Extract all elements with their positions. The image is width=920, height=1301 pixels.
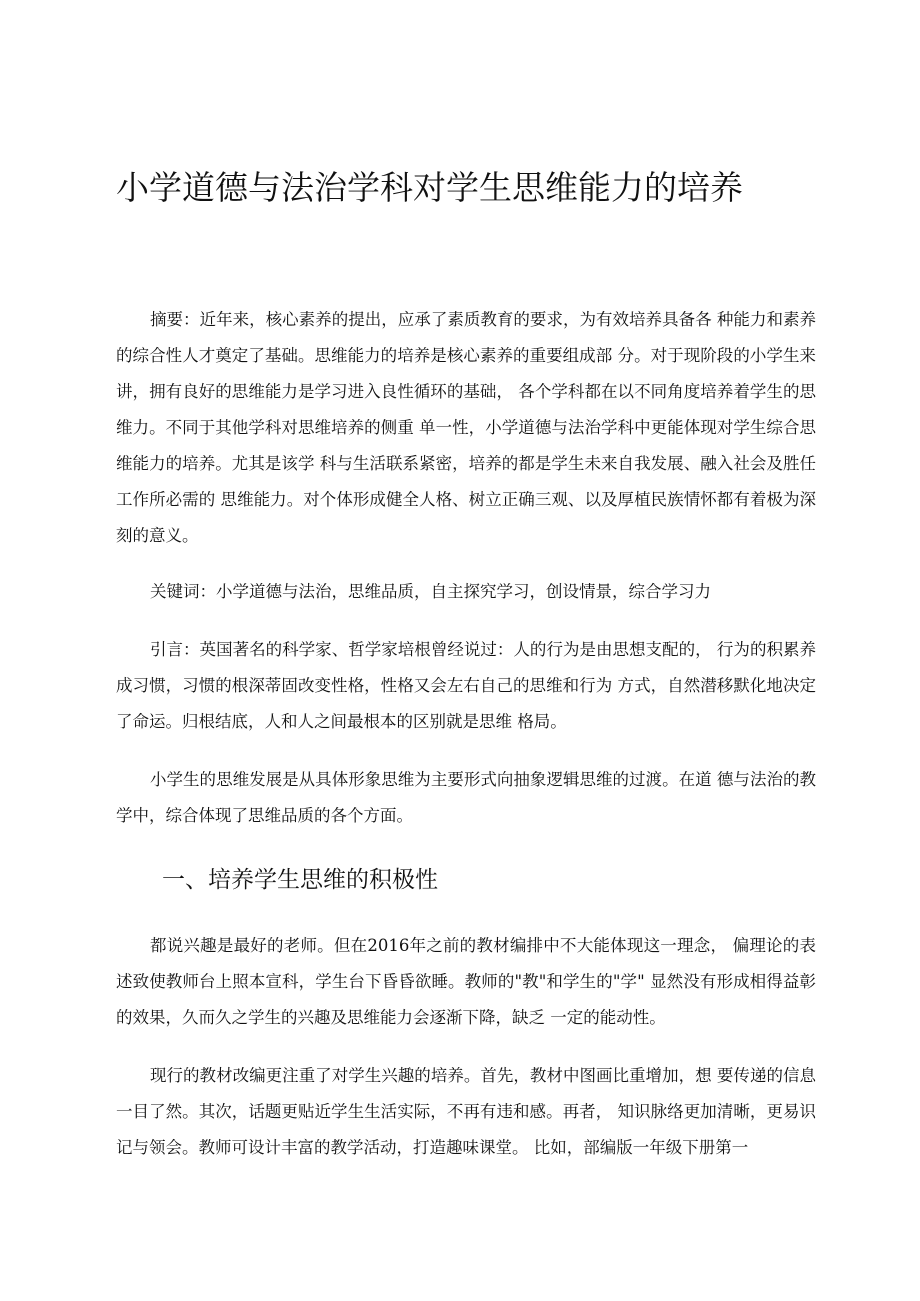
- introduction-paragraph: 引言：英国著名的科学家、哲学家培根曾经说过：人的行为是由思想支配的， 行为的积累养成习惯，习惯的根深蒂固改变性格，性格又会左右自己的思维和行为 方式，自然潜移默化地决定了命运。归根结底，人和人之间最根本的区别就是思维 格局。: [116, 640, 816, 731]
- section-1-paragraph-1: 都说兴趣是最好的老师。但在2016年之前的教材编排中不大能体现这一理念， 偏理论的表述致使教师台上照本宣科，学生台下昏昏欲睡。教师的"教"和学生的"学" 显然没有形成相得益彰的效果，久而久之学生的兴趣及思维能力会逐渐下降，缺乏 一定的能动性。: [116, 936, 816, 1027]
- section-1-paragraph-2: 现行的教材改编更注重了对学生兴趣的培养。首先，教材中图画比重增加，想 要传递的信息一目了然。其次，话题更贴近学生生活实际，不再有违和感。再者， 知识脉络更加清晰，更易识记与领会。教师可设计丰富的教学活动，打造趣味课堂。 比如，部编版一年级下册第一: [116, 1066, 816, 1157]
- abstract-paragraph: 摘要：近年来，核心素养的提出，应承了素质教育的要求，为有效培养具备各 种能力和素养的综合性人才奠定了基础。思维能力的培养是核心素养的重要组成部 分。对于现阶段的小学生来讲，拥有良好的思维能力是学习进入良性循环的基础， 各个学科都在以不同角度培养着学生的思维力。不同于其他学科对思维培养的侧重 单一性，小学道德与法治学科中更能体现对学生综合思维能力的培养。尤其是该学 科与生活联系紧密，培养的都是学生未来自我发展、融入社会及胜任工作所必需的 思维能力。对个体形成健全人格、树立正确三观、以及厚植民族情怀都有着极为深 刻的意义。: [116, 310, 816, 545]
- keywords-paragraph: 关键词：小学道德与法治，思维品质，自主探究学习，创设情景，综合学习力: [150, 582, 711, 601]
- section-1-heading: 一、培养学生思维的积极性: [162, 867, 438, 893]
- thinking-development-paragraph: 小学生的思维发展是从具体形象思维为主要形式向抽象逻辑思维的过渡。在道 德与法治的教学中，综合体现了思维品质的各个方面。: [116, 770, 816, 825]
- document-title: 小学道德与法治学科对学生思维能力的培养: [116, 168, 743, 207]
